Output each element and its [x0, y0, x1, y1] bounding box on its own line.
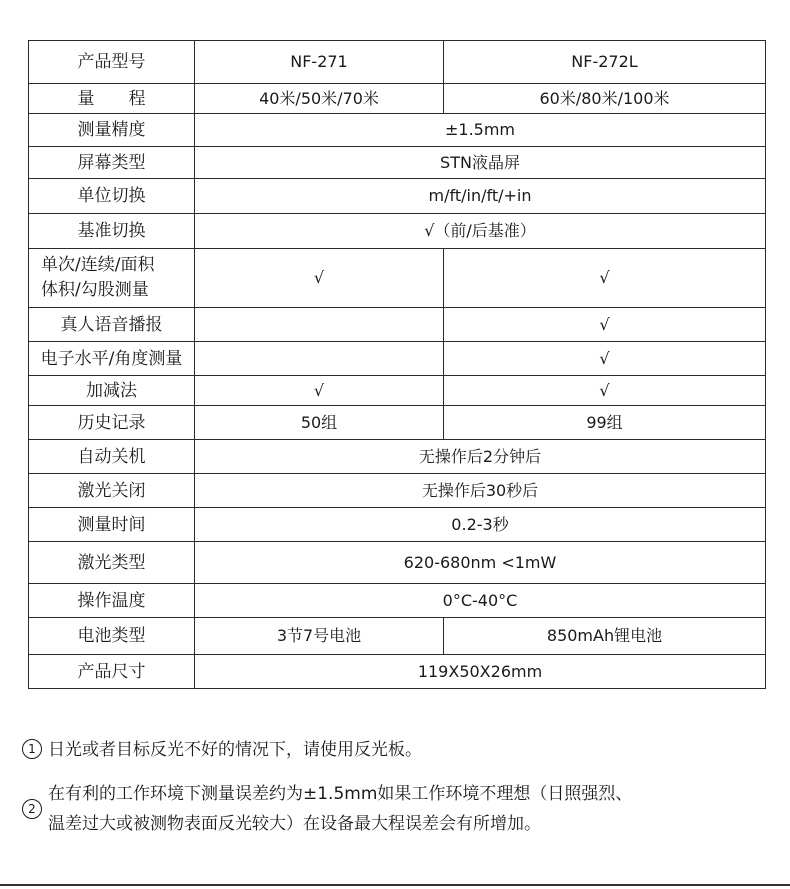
- table-row: [29, 179, 766, 214]
- cell-both: 无操作后2分钟后: [195, 440, 766, 474]
- table-row: [29, 249, 766, 308]
- row-label: 电子水平/角度测量: [29, 342, 195, 376]
- cell-both: ±1.5mm: [195, 114, 766, 147]
- cell-nf271: 40米/50米/70米: [195, 84, 444, 114]
- bottom-divider: [0, 884, 790, 886]
- row-label-line2: 体积/勾股测量: [41, 280, 149, 300]
- cell-nf272l: NF-272L: [444, 41, 766, 84]
- cell-both: √（前/后基准）: [195, 214, 766, 249]
- row-label: 操作温度: [29, 584, 195, 618]
- table-row: [29, 542, 766, 584]
- cell-both: 119X50X26mm: [195, 655, 766, 689]
- cell-both: 0.2-3秒: [195, 508, 766, 542]
- row-label: [29, 249, 195, 308]
- cell-both: STN液晶屏: [195, 147, 766, 179]
- note-2: [22, 779, 767, 839]
- row-label: 电池类型: [29, 618, 195, 655]
- table-row: [29, 474, 766, 508]
- note-2-text: [48, 779, 632, 839]
- row-label: 自动关机: [29, 440, 195, 474]
- table-row: [29, 440, 766, 474]
- row-label: 量 程: [29, 84, 195, 114]
- row-label: 测量精度: [29, 114, 195, 147]
- table-row: [29, 406, 766, 440]
- table-row: [29, 308, 766, 342]
- table-row: [29, 84, 766, 114]
- cell-nf272l: 60米/80米/100米: [444, 84, 766, 114]
- row-label: 激光关闭: [29, 474, 195, 508]
- cell-nf272l: √: [444, 342, 766, 376]
- cell-nf271: 50组: [195, 406, 444, 440]
- table-row: [29, 376, 766, 406]
- cell-nf272l: √: [444, 376, 766, 406]
- table-row: [29, 41, 766, 84]
- note-2-line2: 温差过大或被测物表面反光较大）在设备最大程误差会有所增加。: [48, 814, 541, 834]
- row-label: 产品型号: [29, 41, 195, 84]
- cell-nf271: √: [195, 249, 444, 308]
- cell-nf272l: 850mAh锂电池: [444, 618, 766, 655]
- cell-nf272l: √: [444, 308, 766, 342]
- table-row: [29, 655, 766, 689]
- row-label: 测量时间: [29, 508, 195, 542]
- table-row: [29, 147, 766, 179]
- row-label: 单位切换: [29, 179, 195, 214]
- row-label: 产品尺寸: [29, 655, 195, 689]
- row-label: 真人语音播报: [29, 308, 195, 342]
- circled-number-1: 1: [22, 739, 42, 759]
- cell-nf272l: 99组: [444, 406, 766, 440]
- table-row: [29, 584, 766, 618]
- cell-both: m/ft/in/ft/+in: [195, 179, 766, 214]
- table-row: [29, 214, 766, 249]
- cell-nf272l: √: [444, 249, 766, 308]
- cell-nf271: [195, 308, 444, 342]
- table-row: [29, 508, 766, 542]
- notes: [22, 735, 767, 839]
- row-label: 加减法: [29, 376, 195, 406]
- circled-number-2: 2: [22, 799, 42, 819]
- note-1: [22, 735, 767, 765]
- row-label: 屏幕类型: [29, 147, 195, 179]
- row-label: 激光类型: [29, 542, 195, 584]
- table-row: [29, 342, 766, 376]
- cell-both: 无操作后30秒后: [195, 474, 766, 508]
- table-row: [29, 114, 766, 147]
- cell-both: 0°C-40°C: [195, 584, 766, 618]
- note-1-text: 日光或者目标反光不好的情况下，请使用反光板。: [48, 740, 422, 760]
- row-label: 基准切换: [29, 214, 195, 249]
- table-row: [29, 618, 766, 655]
- cell-both: 620-680nm <1mW: [195, 542, 766, 584]
- row-label-line1: 单次/连续/面积: [41, 255, 155, 275]
- spec-table: [28, 40, 766, 689]
- cell-nf271: √: [195, 376, 444, 406]
- cell-nf271: [195, 342, 444, 376]
- note-2-line1: 在有利的工作环境下测量误差约为±1.5mm如果工作环境不理想（日照强烈、: [48, 784, 633, 804]
- cell-nf271: 3节7号电池: [195, 618, 444, 655]
- cell-nf271: NF-271: [195, 41, 444, 84]
- row-label: 历史记录: [29, 406, 195, 440]
